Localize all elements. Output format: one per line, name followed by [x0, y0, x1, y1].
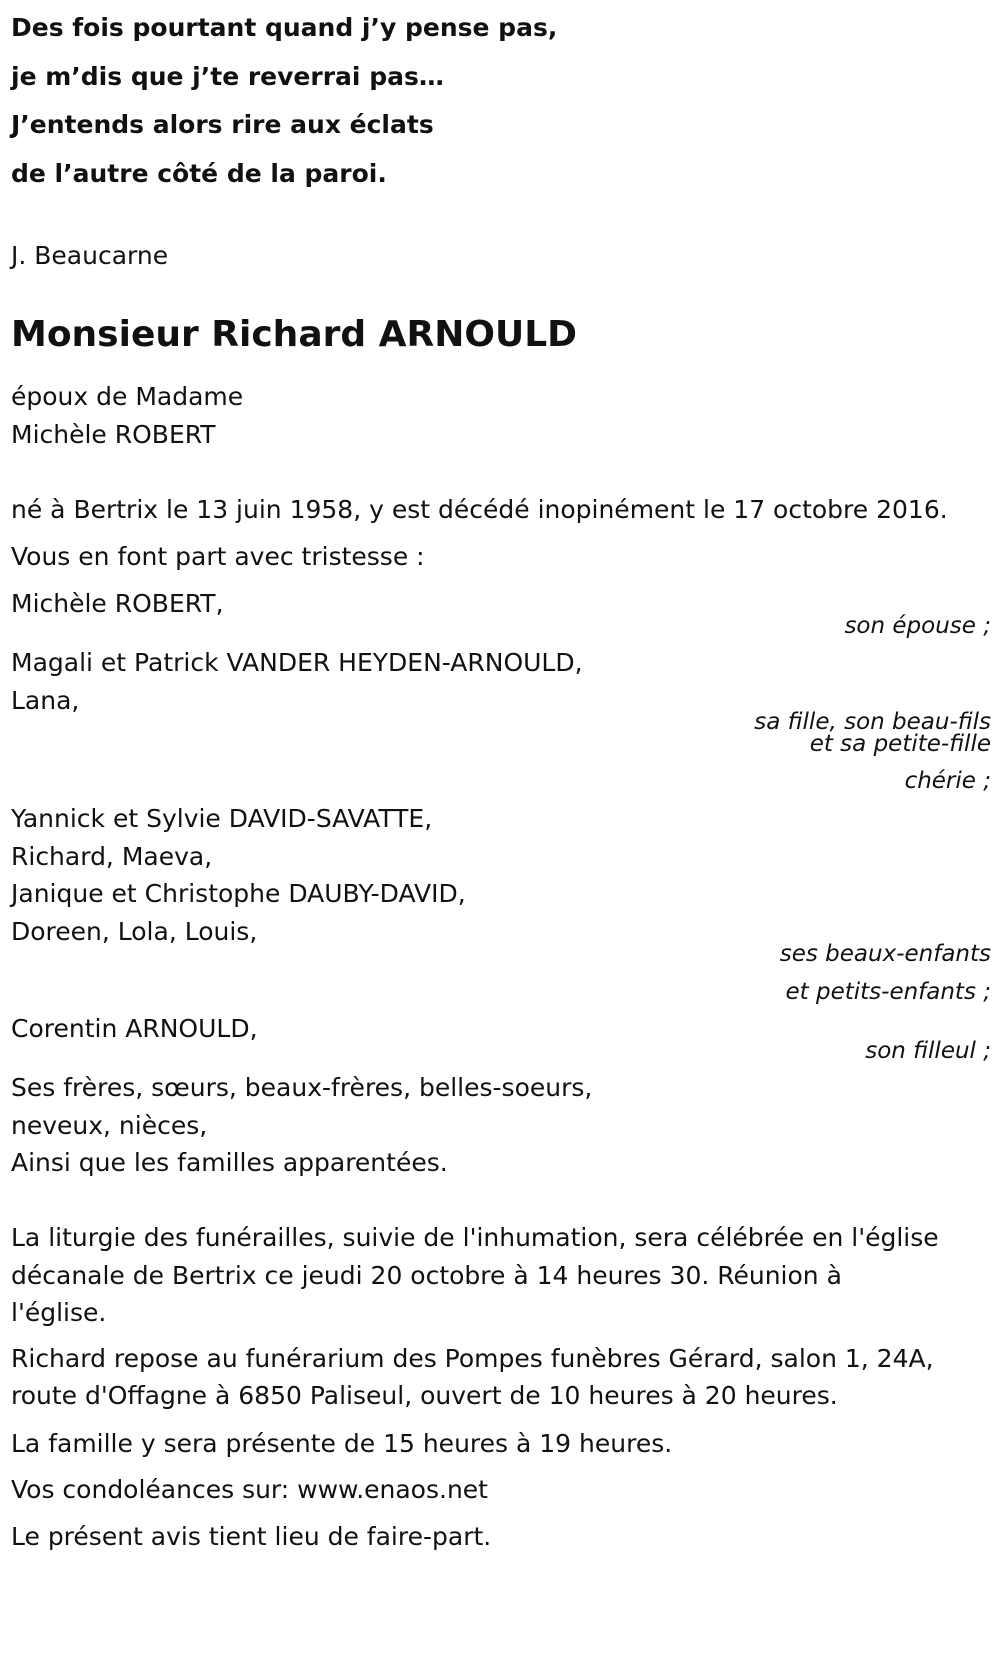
family-member: Ses frères, sœurs, beaux-frères, belles-soeurs,: [11, 1073, 593, 1102]
spouse-line: époux de Madame: [11, 382, 244, 411]
poem-line: je m’dis que j’te reverrai pas…: [11, 61, 444, 91]
repose-text: Richard repose au funérarium des Pompes funèbres Gérard, salon 1, 24A,: [11, 1344, 934, 1373]
spouse-name: Michèle ROBERT: [11, 420, 216, 449]
family-member: Ainsi que les familles apparentées.: [11, 1148, 448, 1177]
family-member: Michèle ROBERT,: [11, 589, 224, 618]
poem-line: J’entends alors rire aux éclats: [11, 110, 434, 139]
poem-author: J. Beaucarne: [11, 241, 169, 270]
announcement-line: Vous en font part avec tristesse :: [11, 542, 425, 571]
family-relation: son filleul ;: [865, 1038, 991, 1064]
family-relation: et petits-enfants ;: [785, 979, 991, 1005]
family-member: Magali et Patrick VANDER HEYDEN-ARNOULD,: [11, 648, 583, 677]
poem: [11, 4, 557, 198]
family-member: Lana,: [11, 686, 80, 715]
family-relation: ses beaux-enfants: [779, 941, 991, 967]
family-member: Richard, Maeva,: [11, 842, 213, 871]
repose-text: route d'Offagne à 6850 Paliseul, ouvert de 10 heures à 20 heures.: [11, 1381, 838, 1410]
liturgy-text: décanale de Bertrix ce jeudi 20 octobre à 14 heures 30. Réunion à: [11, 1261, 842, 1290]
family-member: neveux, nièces,: [11, 1111, 208, 1140]
family-member: Yannick et Sylvie DAVID-SAVATTE,: [11, 804, 433, 833]
family-relation: sa fille, son beau-fils: [754, 709, 991, 735]
birth-death-line: né à Bertrix le 13 juin 1958, y est décédé inopinément le 17 octobre 2016.: [11, 495, 948, 524]
poem-line: de l’autre côté de la paroi.: [11, 158, 387, 188]
family-relation: et sa petite-fille: [809, 731, 991, 757]
deceased-name: Monsieur Richard ARNOULD: [11, 314, 578, 355]
family-relation: chérie ;: [904, 768, 991, 794]
family-member: Doreen, Lola, Louis,: [11, 917, 258, 946]
family-relation: son épouse ;: [844, 613, 991, 639]
notice-text: Le présent avis tient lieu de faire-part.: [11, 1522, 492, 1551]
family-member: Janique et Christophe DAUBY-DAVID,: [11, 879, 466, 908]
liturgy-text: l'église.: [11, 1298, 107, 1327]
family-member: Corentin ARNOULD,: [11, 1014, 258, 1043]
poem-line: Des fois pourtant quand j’y pense pas,: [11, 13, 558, 42]
family-presence-text: La famille y sera présente de 15 heures à 19 heures.: [11, 1429, 673, 1458]
condolences-text: Vos condoléances sur: www.enaos.net: [11, 1475, 488, 1504]
liturgy-text: La liturgie des funérailles, suivie de l'inhumation, sera célébrée en l'église: [11, 1223, 939, 1252]
